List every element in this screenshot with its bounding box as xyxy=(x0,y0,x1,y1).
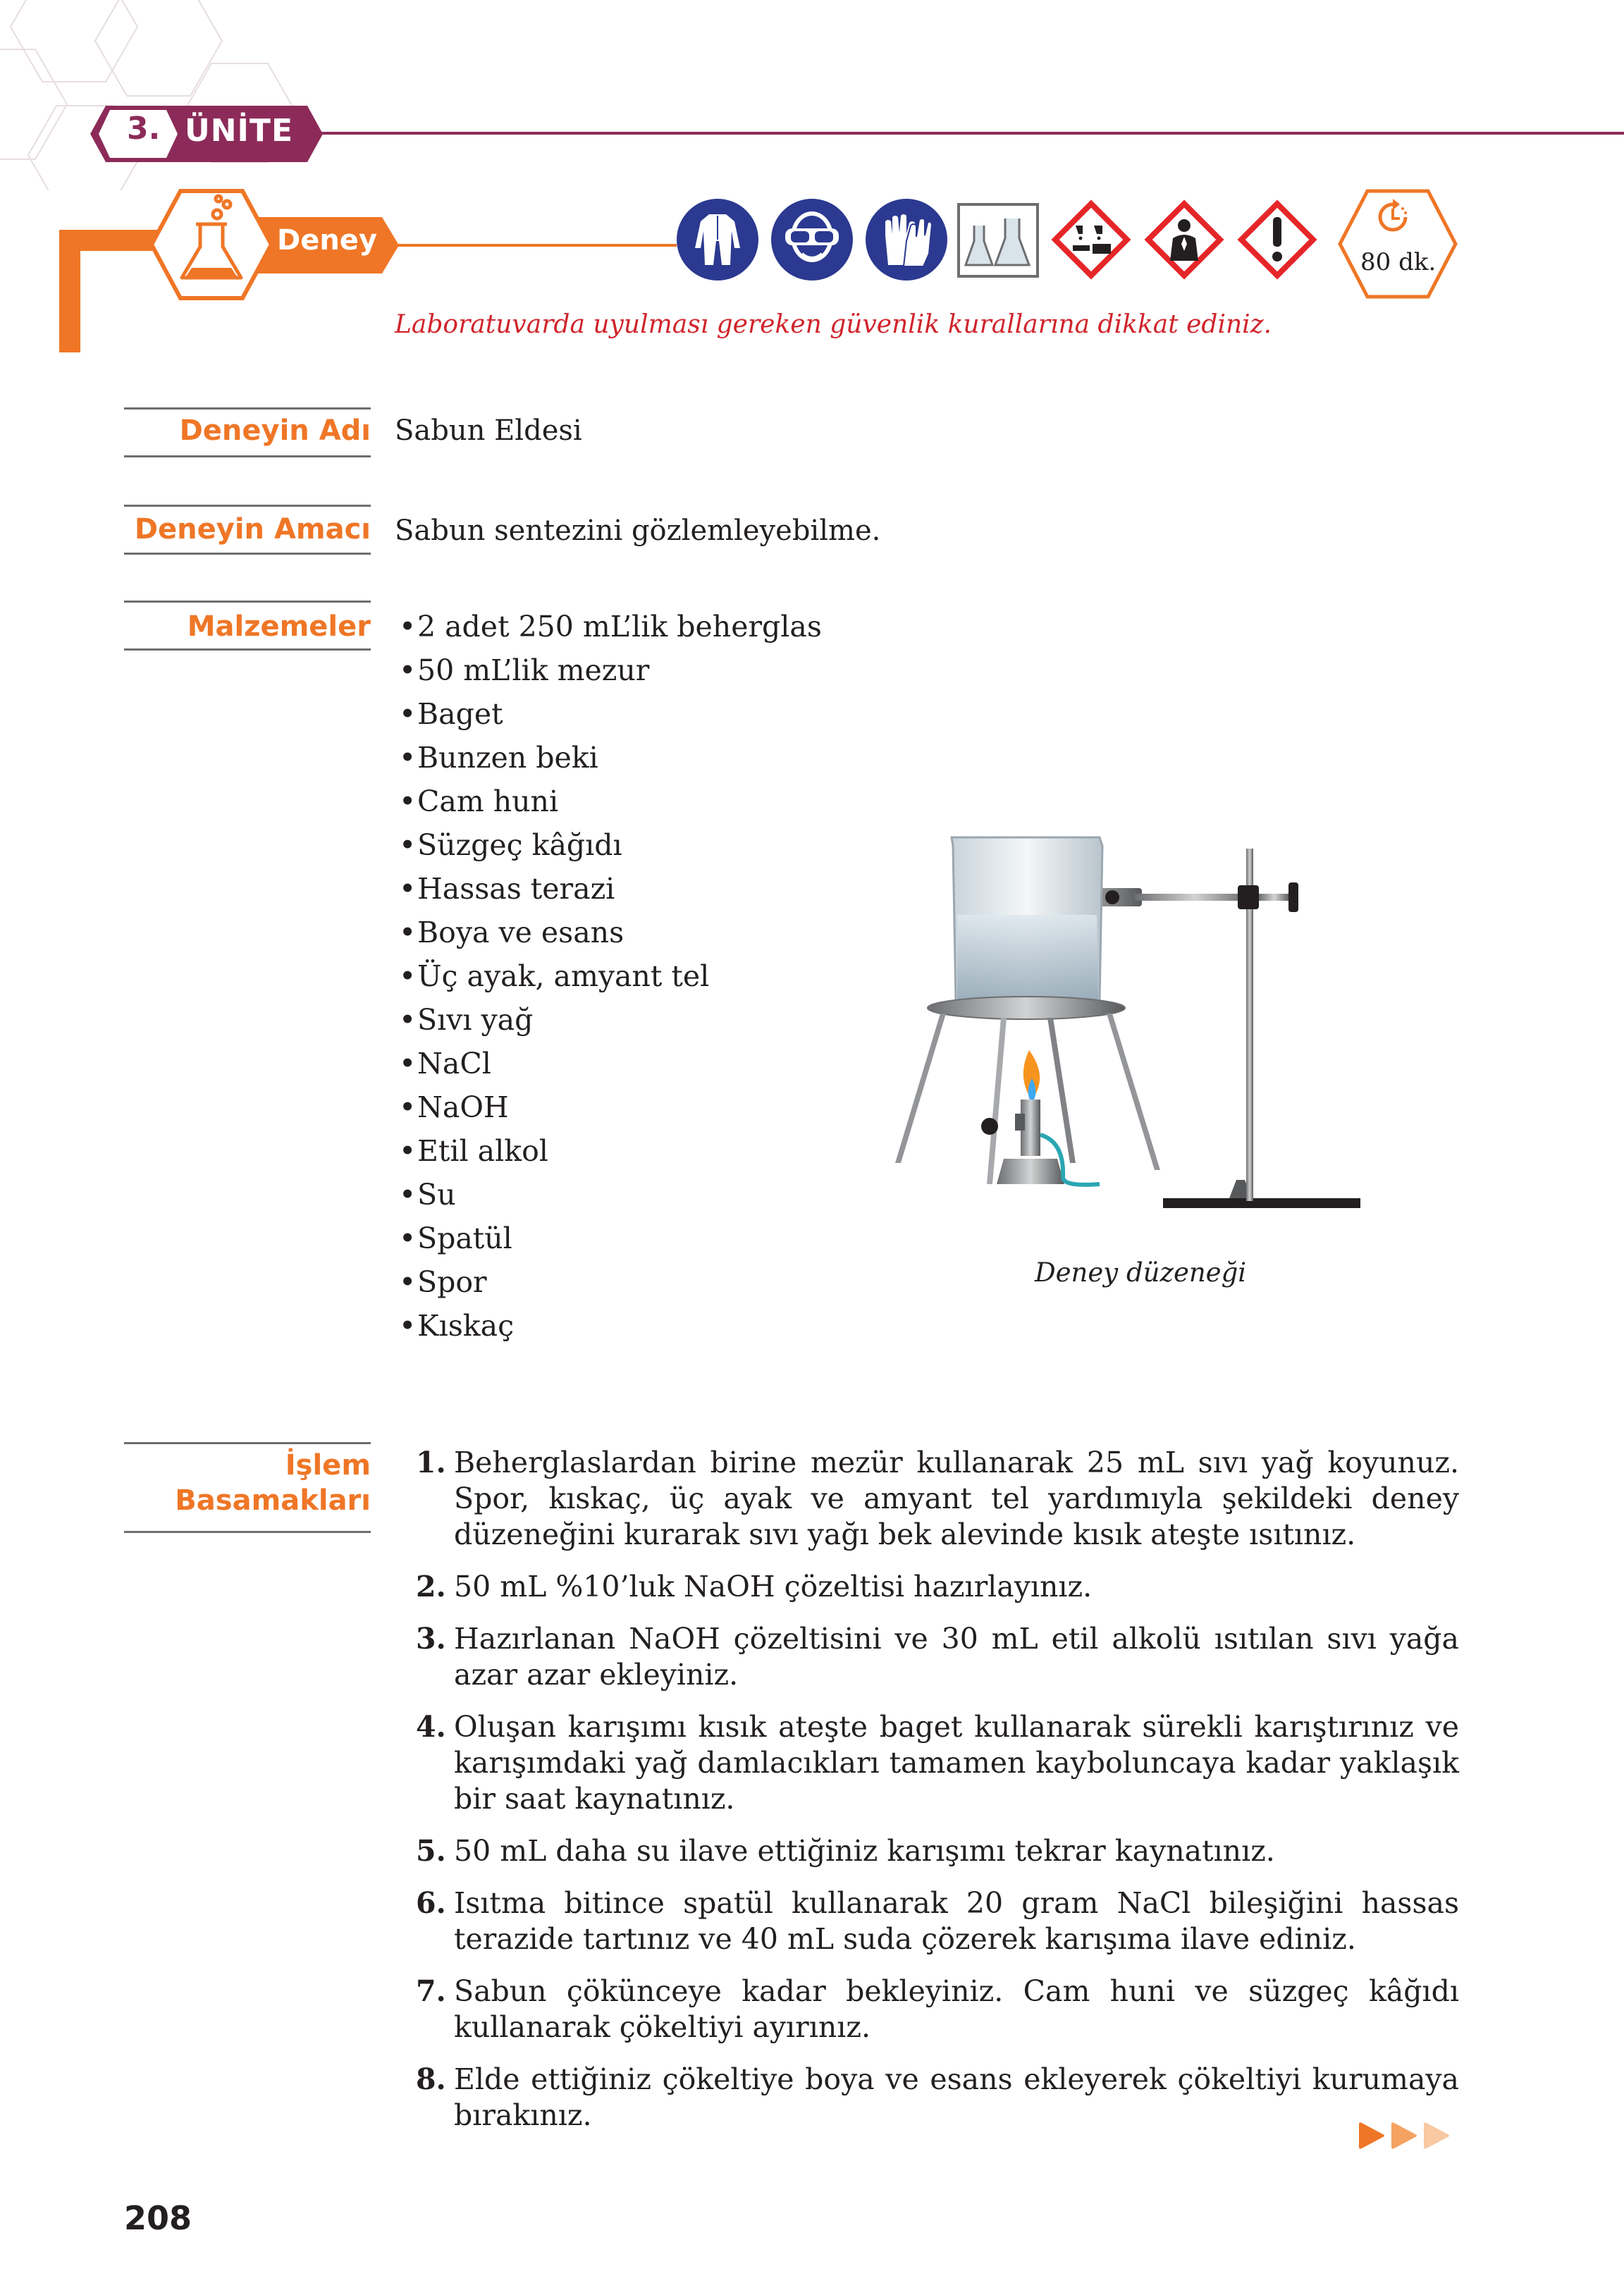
section-rule xyxy=(124,407,371,410)
gloves-icon xyxy=(864,197,949,282)
material-item: • NaOH xyxy=(417,1085,822,1129)
step-item xyxy=(416,1709,1459,1817)
material-item: • Etil alkol xyxy=(417,1129,822,1173)
material-item: • Üç ayak, amyant tel xyxy=(417,954,822,998)
step-number: 4. xyxy=(416,1710,446,1744)
deney-label: Deney xyxy=(277,224,378,257)
step-number: 5. xyxy=(416,1834,446,1868)
material-item: • Su xyxy=(417,1173,822,1217)
step-text: Hazırlanan NaOH çözeltisini ve 30 mL etil alkolü ısıtılan sıvı yağa azar azar ekleyiniz. xyxy=(454,1622,1459,1692)
step-text: Beherglaslardan birine mezür kullanarak 25 mL sıvı yağ koyunuz. Spor, kıskaç, üç ayak ve amyant tel yardımıyla şekildeki deney düzeneğini kurarak sıvı yağı bek alevinde kısık ateşte ısıtınız. xyxy=(454,1446,1459,1551)
step-item xyxy=(416,1974,1459,2045)
step-text: Sabun çökünceye kadar bekleyiniz. Cam huni ve süzgeç kâğıdı kullanarak çökeltiyi ayırınız. xyxy=(454,1974,1459,2044)
step-item xyxy=(416,1445,1459,1553)
aim-label: Deneyin Amacı xyxy=(134,513,371,546)
unit-number: 3. xyxy=(127,111,161,147)
experiment-name: Sabun Eldesi xyxy=(395,414,582,447)
step-number: 3. xyxy=(416,1622,446,1656)
section-rule xyxy=(124,648,371,651)
material-item: • Kıskaç xyxy=(417,1304,822,1348)
step-number: 8. xyxy=(416,2062,446,2096)
step-item xyxy=(416,1621,1459,1693)
timer-icon xyxy=(1338,189,1458,299)
section-rule xyxy=(124,505,371,507)
step-number: 7. xyxy=(416,1974,446,2008)
step-number: 6. xyxy=(416,1886,446,1920)
unit-header-line xyxy=(296,132,1624,135)
page-number: 208 xyxy=(124,2199,192,2237)
step-number: 2. xyxy=(416,1570,446,1603)
step-text: 50 mL %10’luk NaOH çözeltisi hazırlayınız. xyxy=(454,1570,1093,1603)
material-item: • Boya ve esans xyxy=(417,911,822,954)
section-rule xyxy=(124,553,371,555)
deney-header-line xyxy=(367,244,677,247)
materials-list xyxy=(417,605,822,1348)
material-item: • NaCl xyxy=(417,1042,822,1085)
step-number: 1. xyxy=(416,1446,446,1479)
step-text: Isıtma bitince spatül kullanarak 20 gram NaCl bileşiğini hassas terazide tartınız ve 40 mL suda çözerek karışıma ilave ediniz. xyxy=(454,1886,1459,1956)
health-hazard-icon xyxy=(1142,197,1226,282)
material-item: • Baget xyxy=(417,692,822,736)
material-item: • Spor xyxy=(417,1260,822,1304)
section-rule xyxy=(124,1531,371,1533)
glassware-icon xyxy=(956,197,1040,282)
exclamation-icon xyxy=(1235,197,1320,282)
apparatus-illustration xyxy=(888,832,1367,1226)
flask-icon xyxy=(149,189,273,300)
section-rule xyxy=(124,601,371,603)
material-item: • Cam huni xyxy=(417,780,822,823)
duration-text: 80 dk. xyxy=(1360,248,1437,276)
material-item: • 50 mL’lik mezur xyxy=(417,648,822,692)
step-item xyxy=(416,1569,1459,1605)
goggles-icon xyxy=(770,197,854,282)
name-label: Deneyin Adı xyxy=(179,414,371,447)
unit-title: ÜNİTE xyxy=(185,113,293,149)
material-item: • Hassas terazi xyxy=(417,867,822,911)
next-page-arrows-icon xyxy=(1356,2120,1452,2151)
figure-caption: Deney düzeneği xyxy=(1035,1257,1247,1288)
section-rule xyxy=(124,1442,371,1444)
material-item: • Süzgeç kâğıdı xyxy=(417,823,822,867)
corrosive-icon xyxy=(1049,197,1133,282)
steps-list xyxy=(416,1445,1459,2150)
materials-label: Malzemeler xyxy=(187,610,371,643)
material-item: • Spatül xyxy=(417,1217,822,1260)
steps-label-line1: İşlem xyxy=(285,1449,371,1482)
step-item xyxy=(416,1833,1459,1869)
step-text: Elde ettiğiniz çökeltiye boya ve esans ekleyerek çökeltiyi kurumaya bırakınız. xyxy=(454,2062,1459,2132)
step-item xyxy=(416,1885,1459,1957)
material-item: • Bunzen beki xyxy=(417,736,822,780)
material-item: • Sıvı yağ xyxy=(417,998,822,1042)
safety-note: Laboratuvarda uyulması gereken güvenlik kurallarına dikkat ediniz. xyxy=(395,310,1272,339)
step-text: 50 mL daha su ilave ettiğiniz karışımı tekrar kaynatınız. xyxy=(454,1834,1275,1868)
section-rule xyxy=(124,455,371,457)
lab-coat-icon xyxy=(675,197,760,282)
steps-label-line2: Basamakları xyxy=(175,1484,371,1517)
step-item xyxy=(416,2062,1459,2134)
orange-corner-bar-top xyxy=(59,230,158,251)
step-text: Oluşan karışımı kısık ateşte baget kullanarak sürekli karıştırınız ve karışımdaki yağ damlacıkları tamamen kayboluncaya kadar yaklaşık bir saat kaynatınız. xyxy=(454,1710,1459,1816)
material-item: • 2 adet 250 mL’lik beherglas xyxy=(417,605,822,648)
experiment-aim: Sabun sentezini gözlemleyebilme. xyxy=(395,515,881,547)
